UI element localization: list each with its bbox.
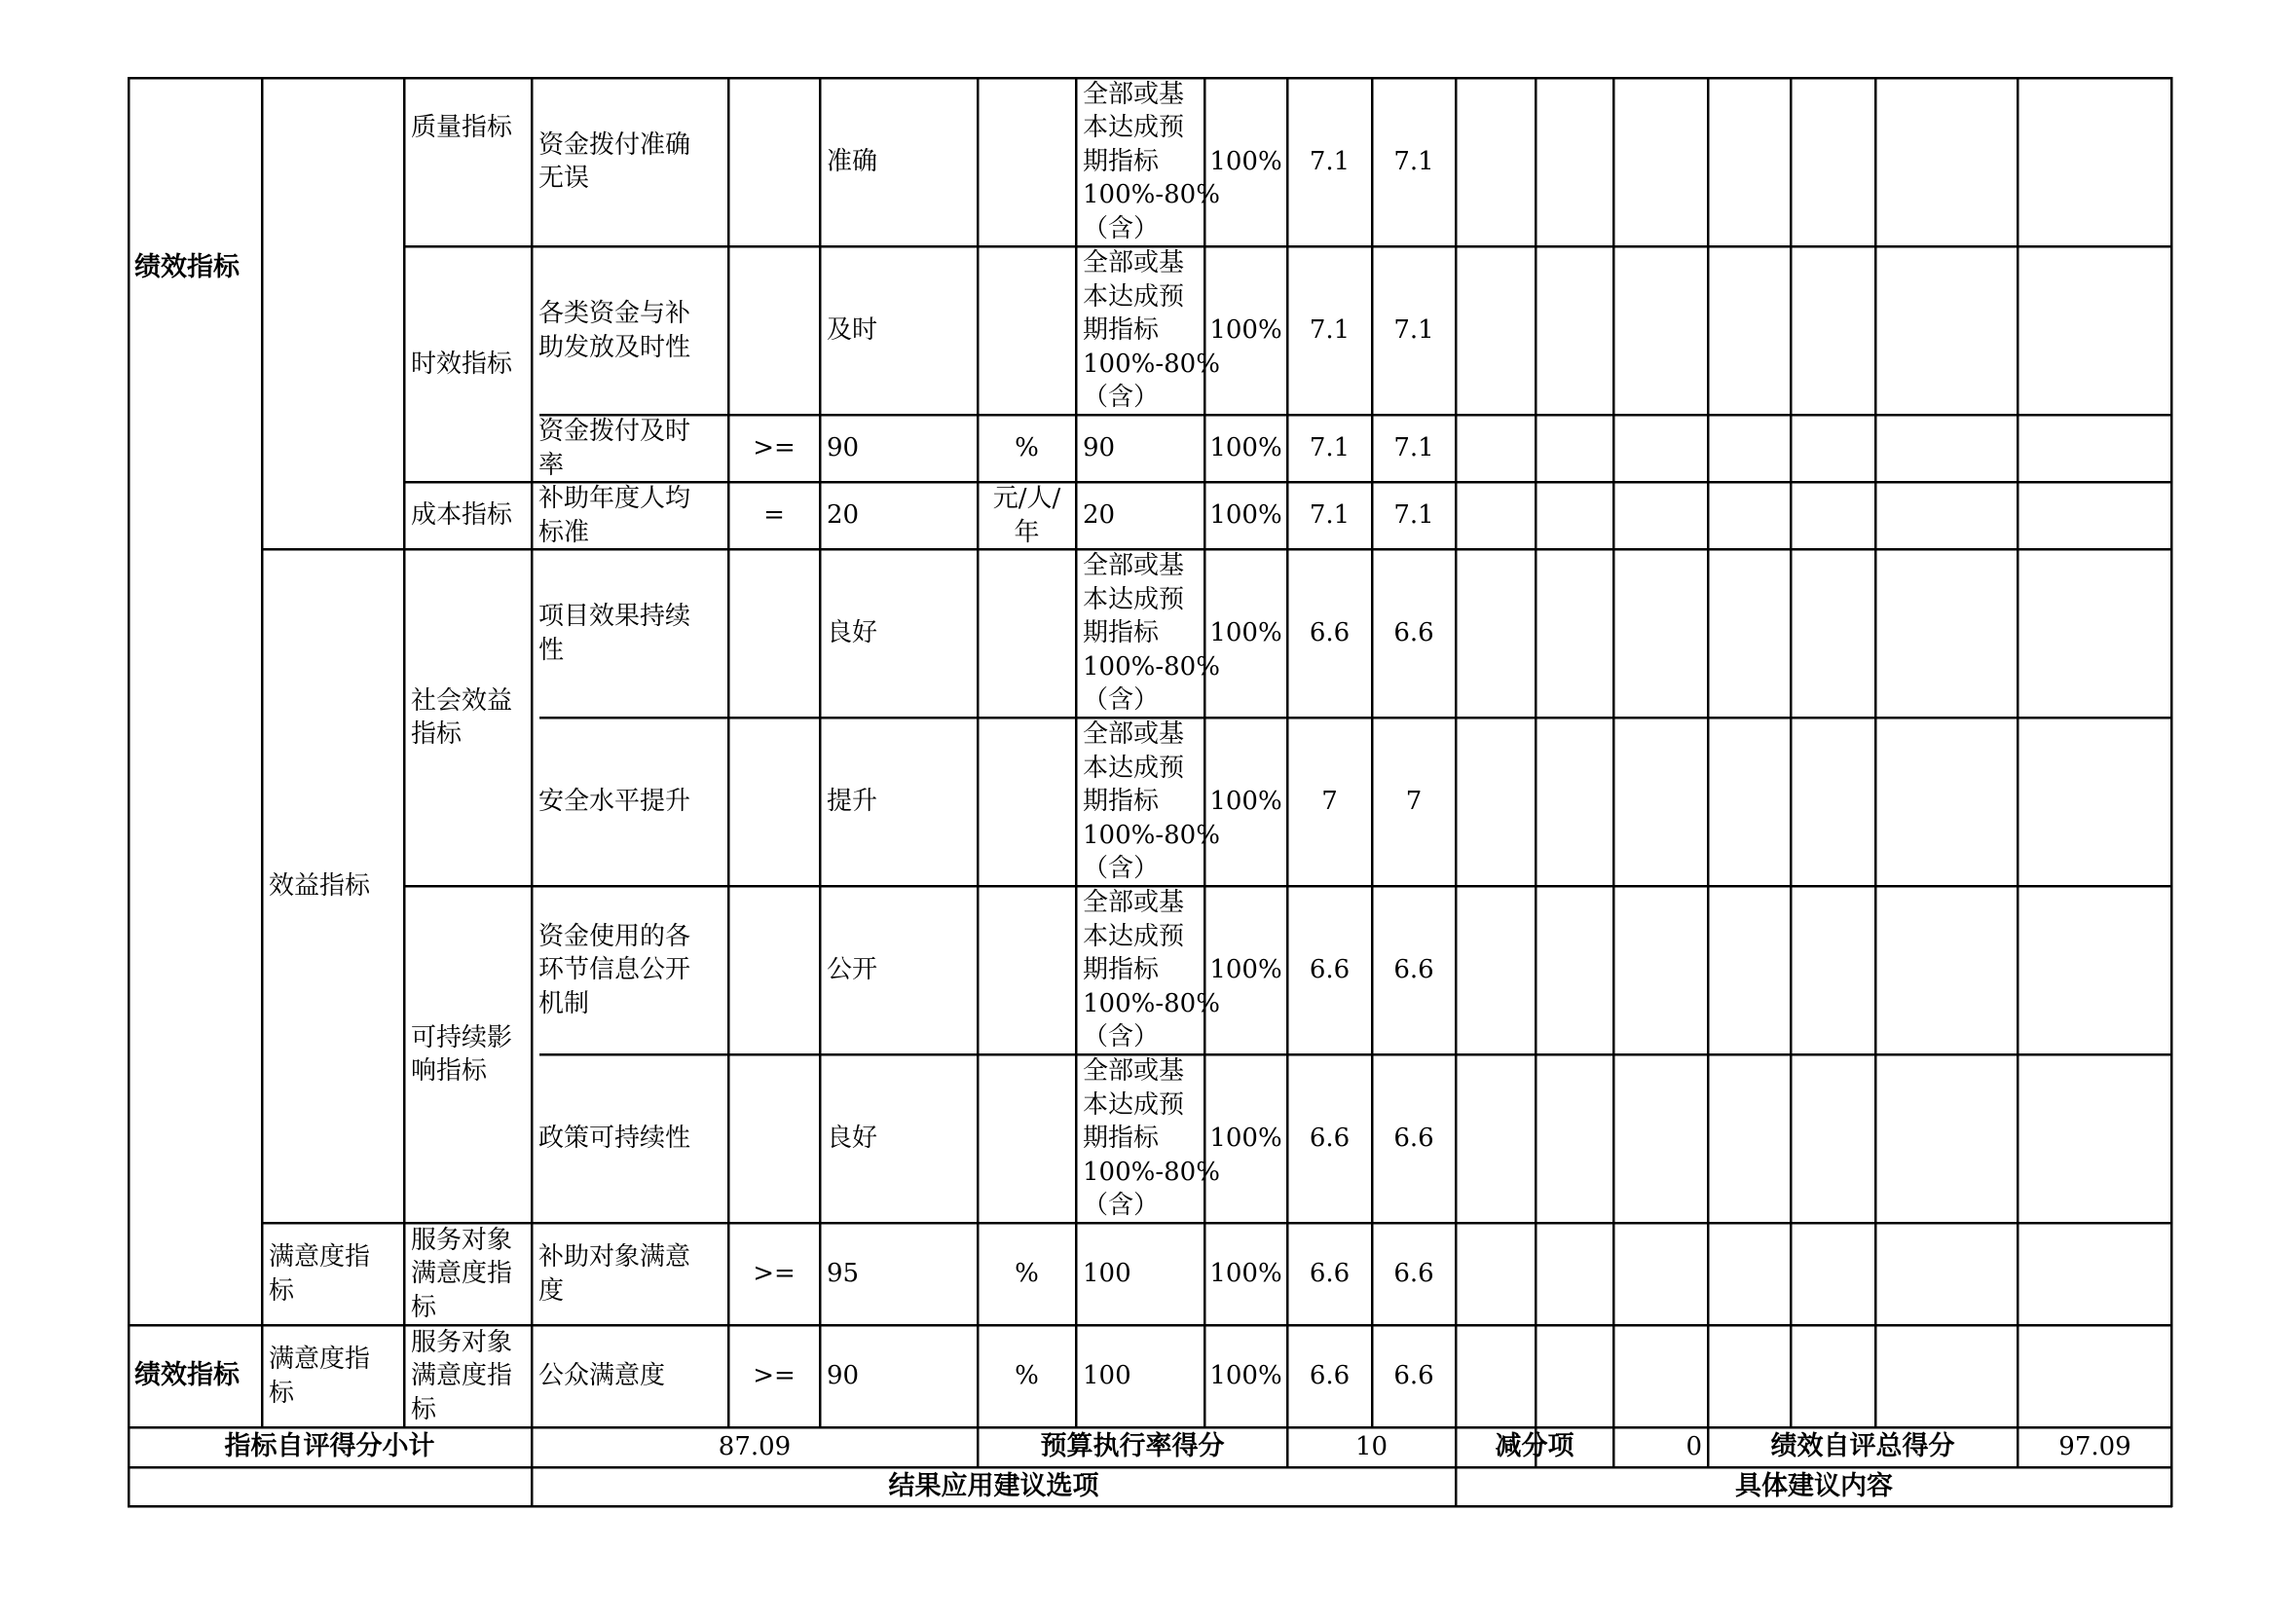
indicator-target: 提升	[827, 787, 878, 817]
indicator-operator	[728, 1054, 820, 1223]
category-performance-indicators: 绩效指标	[134, 1360, 240, 1391]
indicator-actual: 全部或基 本达成预 期指标 100%-80% （含）	[1083, 1056, 1220, 1221]
indicator-target: 及时	[827, 315, 878, 346]
indicator-score: 7.1	[1393, 433, 1434, 463]
category-output-indicators	[262, 77, 404, 549]
indicator-completion: 100%	[1209, 433, 1282, 463]
subcategory-timeliness: 时效指标	[411, 349, 513, 379]
indicator-actual: 全部或基 本达成预 期指标 100%-80% （含）	[1083, 888, 1220, 1052]
indicator-actual: 全部或基 本达成预 期指标 100%-80% （含）	[1083, 719, 1220, 884]
indicator-completion: 100%	[1209, 955, 1282, 985]
indicator-unit	[978, 886, 1076, 1054]
indicator-completion: 100%	[1209, 1124, 1282, 1154]
indicator-score: 6.6	[1393, 955, 1434, 985]
indicator-actual: 100	[1083, 1259, 1131, 1289]
indicator-unit: %	[1015, 1361, 1039, 1391]
indicator-weight: 7.1	[1309, 146, 1351, 176]
indicator-operator	[728, 718, 820, 886]
indicator-target: 20	[827, 500, 860, 531]
indicator-name: 补助年度人均 标准	[538, 484, 691, 547]
deduction-label: 减分项	[1495, 1431, 1574, 1462]
indicator-score: 7.1	[1393, 146, 1434, 176]
subcategory-service-satisfaction: 服务对象 满意度指 标	[411, 1327, 513, 1424]
indicator-operator	[728, 886, 820, 1054]
indicator-unit	[978, 77, 1076, 246]
indicator-unit	[978, 246, 1076, 415]
category-satisfaction-indicators: 满意度指 标	[269, 1345, 371, 1408]
indicator-name: 项目效果持续 性	[538, 602, 691, 665]
indicator-weight: 6.6	[1309, 1124, 1351, 1154]
category-satisfaction-indicators: 满意度指 标	[269, 1242, 371, 1306]
specific-suggestions-label: 具体建议内容	[1735, 1471, 1893, 1502]
indicator-completion: 100%	[1209, 315, 1282, 346]
indicator-score: 6.6	[1393, 618, 1434, 648]
indicator-target: 90	[827, 1361, 860, 1391]
indicator-operator	[728, 549, 820, 718]
indicator-weight: 7.1	[1309, 500, 1351, 531]
indicator-score: 7.1	[1393, 315, 1434, 346]
indicator-weight: 6.6	[1309, 618, 1351, 648]
indicator-operator: >=	[753, 433, 796, 463]
indicator-operator	[728, 77, 820, 246]
indicator-completion: 100%	[1209, 787, 1282, 817]
indicator-name: 公众满意度	[538, 1361, 666, 1391]
indicator-operator: >=	[753, 1361, 796, 1391]
indicator-actual: 100	[1083, 1361, 1131, 1391]
indicator-operator: >=	[753, 1259, 796, 1289]
indicator-weight: 7.1	[1309, 433, 1351, 463]
category-performance-indicators: 绩效指标	[134, 251, 240, 282]
indicator-unit: %	[1015, 1259, 1039, 1289]
indicator-unit	[978, 1054, 1076, 1223]
indicator-actual: 20	[1083, 500, 1116, 531]
indicator-operator	[728, 246, 820, 415]
indicator-actual: 全部或基 本达成预 期指标 100%-80% （含）	[1083, 248, 1220, 413]
footer-left-label	[128, 1467, 532, 1507]
indicator-completion: 100%	[1209, 500, 1282, 531]
indicator-target: 准确	[827, 146, 878, 176]
deduction-value: 0	[1685, 1432, 1702, 1462]
indicator-completion: 100%	[1209, 618, 1282, 648]
budget-execution-value: 10	[1354, 1432, 1389, 1462]
subcategory-quality: 质量指标	[411, 113, 513, 142]
indicator-name: 各类资金与补 助发放及时性	[538, 299, 691, 362]
indicator-name: 政策可持续性	[538, 1124, 691, 1154]
category-effect-indicators: 效益指标	[269, 870, 371, 901]
indicator-unit: %	[1015, 433, 1039, 463]
indicator-weight: 6.6	[1309, 955, 1351, 985]
indicator-name: 资金拨付准确 无误	[538, 129, 691, 193]
indicator-completion: 100%	[1209, 146, 1282, 176]
subtotal-label: 指标自评得分小计	[224, 1431, 435, 1462]
indicator-unit: 元/人/ 年	[992, 484, 1061, 547]
indicator-actual: 全部或基 本达成预 期指标 100%-80% （含）	[1083, 551, 1220, 716]
indicator-completion: 100%	[1209, 1259, 1282, 1289]
total-score-value: 97.09	[2058, 1432, 2131, 1462]
indicator-target: 90	[827, 433, 860, 463]
indicator-score: 6.6	[1393, 1259, 1434, 1289]
indicator-unit	[978, 549, 1076, 718]
result-options-label: 结果应用建议选项	[888, 1471, 1099, 1502]
indicator-target: 公开	[827, 955, 878, 985]
indicator-weight: 6.6	[1309, 1361, 1351, 1391]
subcategory-social-benefit: 社会效益 指标	[411, 685, 513, 749]
indicator-name: 安全水平提升	[538, 787, 691, 817]
indicator-target: 良好	[827, 1124, 878, 1154]
indicator-unit	[978, 718, 1076, 886]
budget-execution-label: 预算执行率得分	[1040, 1431, 1225, 1462]
total-score-label: 绩效自评总得分	[1770, 1431, 1955, 1462]
indicator-actual: 90	[1083, 433, 1116, 463]
indicator-target: 95	[827, 1259, 860, 1289]
indicator-name: 资金拨付及时 率	[538, 417, 691, 480]
subcategory-cost: 成本指标	[411, 500, 513, 531]
subcategory-sustainability: 可持续影 响指标	[411, 1022, 513, 1086]
indicator-weight: 7.1	[1309, 315, 1351, 346]
subcategory-service-satisfaction: 服务对象 满意度指 标	[411, 1225, 513, 1322]
indicator-actual: 全部或基 本达成预 期指标 100%-80% （含）	[1083, 79, 1220, 243]
indicator-score: 6.6	[1393, 1361, 1434, 1391]
performance-evaluation-table	[128, 77, 2172, 1507]
indicator-score: 6.6	[1393, 1124, 1434, 1154]
indicator-operator: =	[763, 500, 785, 531]
indicator-weight: 7	[1321, 787, 1338, 817]
subtotal-value: 87.09	[718, 1432, 792, 1462]
indicator-weight: 6.6	[1309, 1259, 1351, 1289]
indicator-target: 良好	[827, 618, 878, 648]
indicator-completion: 100%	[1209, 1361, 1282, 1391]
indicator-score: 7	[1405, 787, 1423, 817]
indicator-score: 7.1	[1393, 500, 1434, 531]
indicator-name: 资金使用的各 环节信息公开 机制	[538, 921, 691, 1018]
indicator-name: 补助对象满意 度	[538, 1242, 691, 1306]
